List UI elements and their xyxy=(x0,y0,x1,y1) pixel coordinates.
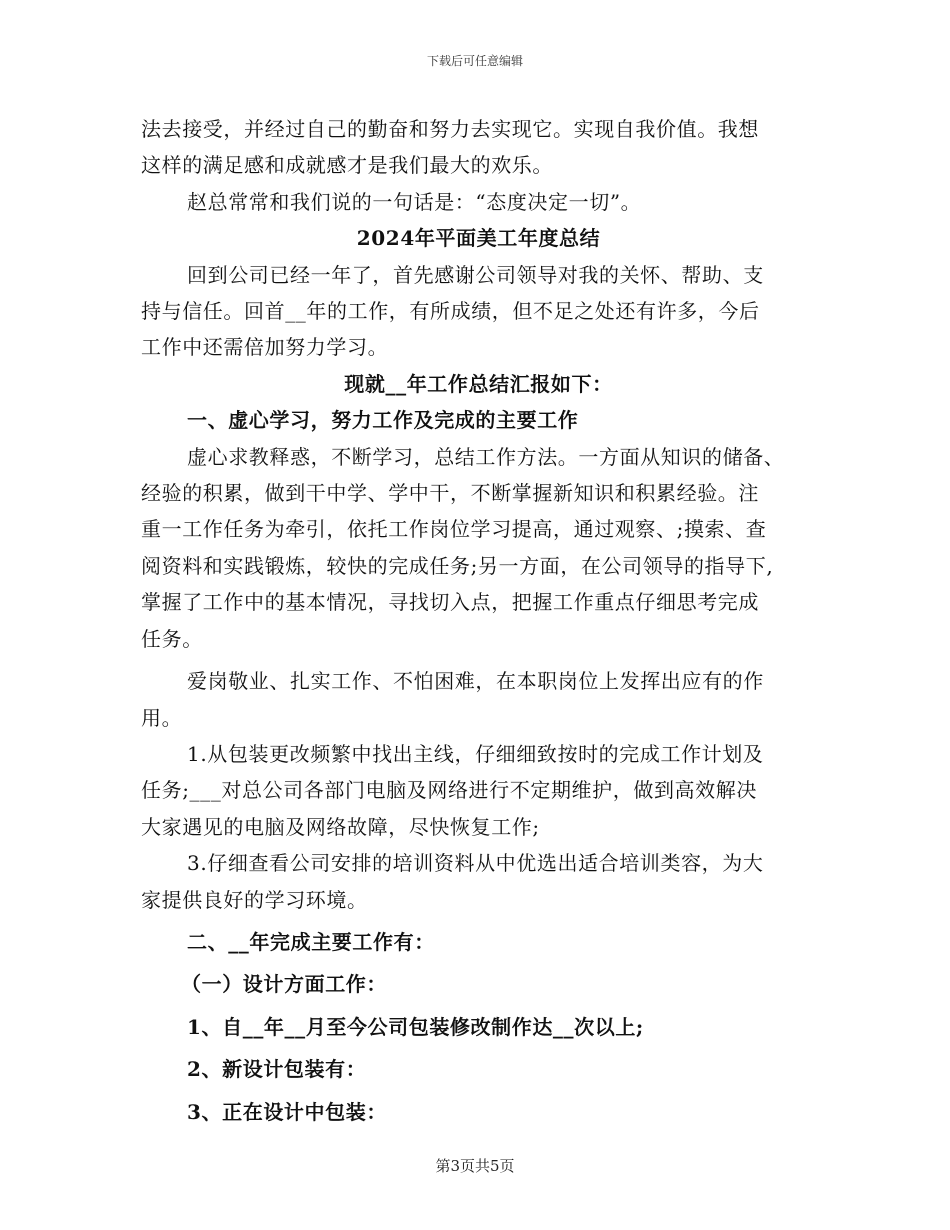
paragraph-line: 持与信任。回首__年的工作，有所成绩，但不足之处还有许多，今后 xyxy=(141,299,760,324)
paragraph-line: 掌握了工作中的基本情况，寻找切入点，把握工作重点仔细思考完成 xyxy=(141,590,759,615)
paragraph-line: 任务。 xyxy=(141,626,203,651)
page-header-note: 下载后可任意编辑 xyxy=(426,54,523,68)
list-item-line: 3.仔细查看公司安排的培训资料从中优选出适合培训类容，为大 xyxy=(187,851,764,876)
list-item-line: 1.从包装更改频繁中找出主线，仔细细致按时的完成工作计划及 xyxy=(187,741,764,766)
section-heading: 现就__年工作总结汇报如下： xyxy=(344,371,613,396)
list-item-line: 家提供良好的学习环境。 xyxy=(141,887,368,912)
document-body xyxy=(141,111,816,1130)
section-heading: 二、__年完成主要工作有： xyxy=(187,929,435,954)
paragraph-line: 工作中还需倍加努力学习。 xyxy=(141,335,389,360)
paragraph-line: 回到公司已经一年了，首先感谢公司领导对我的关怀、帮助、支 xyxy=(187,262,764,287)
paragraph-line: 这样的满足感和成就感才是我们最大的欢乐。 xyxy=(141,153,553,178)
page-number: 第3页共5页 xyxy=(435,1157,515,1175)
list-item-line: 任务;___对总公司各部门电脑及网络进行不定期维护，做到高效解决 xyxy=(141,778,757,803)
paragraph-line: 虚心求教释惑，不断学习，总结工作方法。一方面从知识的储备、 xyxy=(187,444,785,469)
paragraph-line: 重一工作任务为牵引，依托工作岗位学习提高，通过观察、;摸索、查 xyxy=(141,517,767,542)
paragraph-line: 经验的积累，做到干中学、学中干，不断掌握新知识和积累经验。注 xyxy=(141,481,759,506)
quote-line: 赵总常常和我们说的一句话是：“态度决定一切”。 xyxy=(187,189,642,214)
work-item: 2、新设计包装有： xyxy=(187,1057,367,1082)
document-title: 2024年平面美工年度总结 xyxy=(356,226,601,251)
paragraph-line: 法去接受，并经过自己的勤奋和努力去实现它。实现自我价值。我想 xyxy=(141,117,759,141)
paragraph-line: 用。 xyxy=(141,705,183,730)
section-heading: 一、虚心学习，努力工作及完成的主要工作 xyxy=(187,408,579,433)
paragraph-line: 阅资料和实践锻炼，较快的完成任务;另一方面，在公司领导的指导下, xyxy=(141,553,774,578)
subsection-heading: （一）设计方面工作： xyxy=(181,972,387,997)
work-item: 3、正在设计中包装： xyxy=(187,1099,387,1124)
paragraph-line: 爱岗敬业、扎实工作、不怕困难，在本职岗位上发挥出应有的作 xyxy=(187,669,764,694)
work-item: 1、自__年__月至今公司包装修改制作达__次以上; xyxy=(187,1014,644,1039)
list-item-line: 大家遇见的电脑及网络故障，尽快恢复工作; xyxy=(141,814,540,839)
